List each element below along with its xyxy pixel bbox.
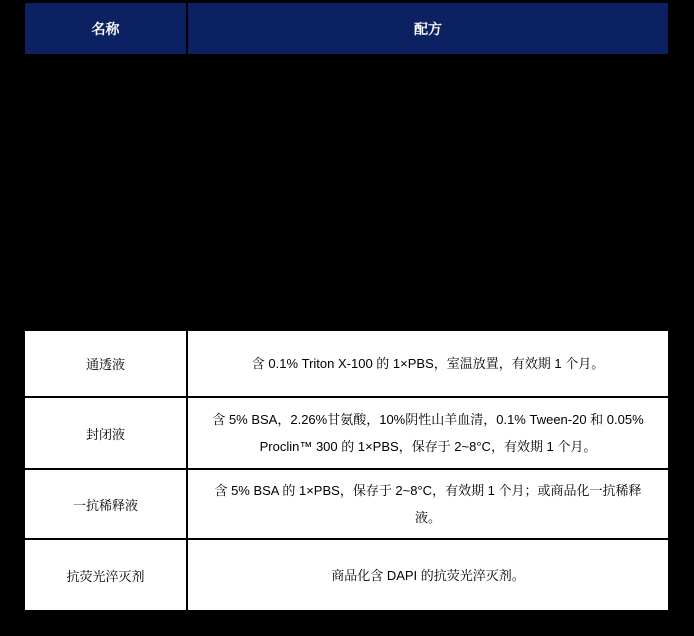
table-body: [25, 331, 668, 610]
table-row: [25, 331, 668, 398]
header-cell-name: 名称: [25, 3, 188, 54]
formula-cell: 含 0.1% Triton X-100 的 1×PBS，室温放置，有效期 1 个月。: [251, 356, 605, 371]
header-cell-formula: 配方: [414, 20, 442, 37]
redacted-rows-block: [25, 54, 668, 331]
table-row: [25, 540, 668, 610]
table-row: [25, 398, 668, 470]
formula-cell: 含 5% BSA 的 1×PBS，保存于 2~8°C，有效期 1 个月；或商品化一抗稀释液。: [214, 483, 642, 525]
reagent-name-cell: 一抗稀释液: [25, 470, 188, 538]
reagent-name-cell: 封闭液: [25, 398, 188, 468]
formulation-table: [25, 3, 668, 610]
table-row: [25, 470, 668, 540]
formula-cell: 含 5% BSA，2.26%甘氨酸，10%阴性山羊血清，0.1% Tween-20 和 0.05% Proclin™ 300 的 1×PBS，保存于 2~8°C，有效期 1 个月。: [212, 412, 644, 454]
reagent-name-cell: 抗荧光淬灭剂: [25, 540, 188, 610]
reagent-name-cell: 通透液: [25, 331, 188, 396]
formula-cell: 商品化含 DAPI 的抗荧光淬灭剂。: [331, 567, 525, 583]
table-header-row: [25, 3, 668, 54]
